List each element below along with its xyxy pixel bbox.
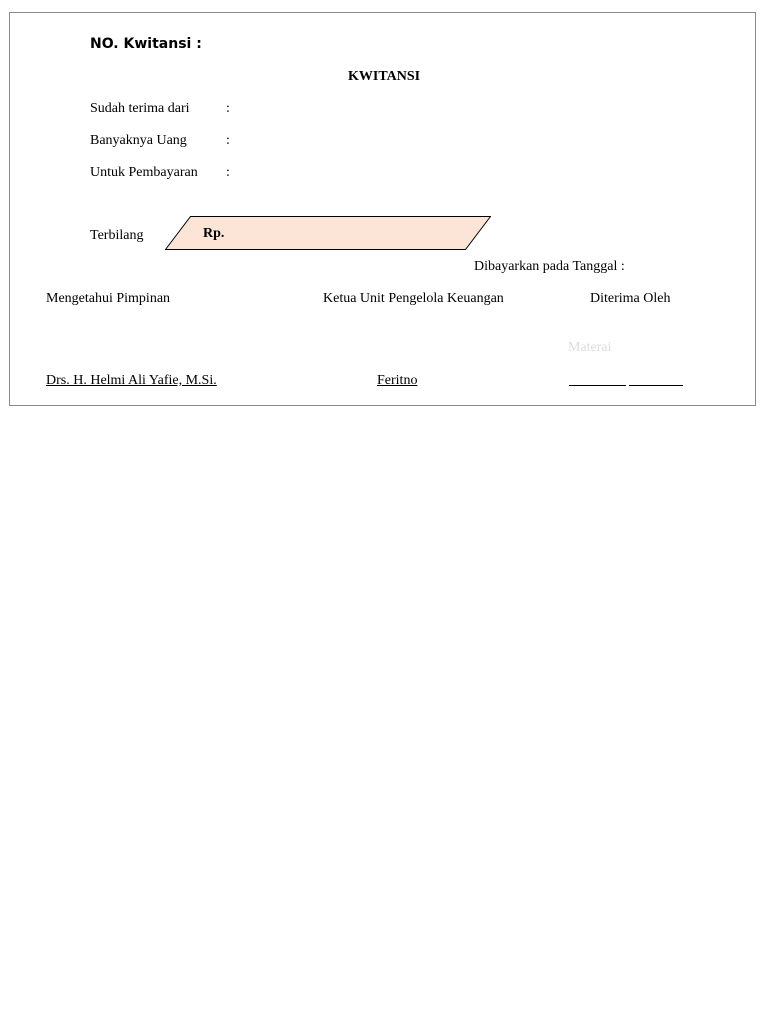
signature-line-gap [626, 385, 629, 386]
signatory-name-acknowledged: Drs. H. Helmi Ali Yafie, M.Si. [46, 373, 217, 388]
field-separator-received-from: : [226, 101, 230, 116]
signatory-name-finance-head: Feritno [377, 373, 418, 388]
terbilang-label: Terbilang [90, 228, 144, 243]
receiver-signature-line [569, 385, 683, 386]
field-label-payment-for: Untuk Pembayaran [90, 165, 198, 180]
field-separator-amount: : [226, 133, 230, 148]
paid-date-label: Dibayarkan pada Tanggal : [474, 259, 625, 274]
signature-label-finance-head: Ketua Unit Pengelola Keuangan [323, 291, 504, 306]
field-label-received-from: Sudah terima dari [90, 101, 190, 116]
field-separator-payment-for: : [226, 165, 230, 180]
signature-label-acknowledged: Mengetahui Pimpinan [46, 291, 171, 306]
amount-prefix: Rp. [203, 226, 225, 241]
receipt-form [9, 12, 756, 406]
stamp-placeholder: Materai [568, 340, 612, 355]
receipt-number-label: NO. Kwitansi : [90, 36, 202, 52]
field-label-amount: Banyaknya Uang [90, 133, 187, 148]
signature-label-received-by: Diterima Oleh [590, 291, 671, 306]
receipt-title: KWITANSI [348, 69, 421, 84]
